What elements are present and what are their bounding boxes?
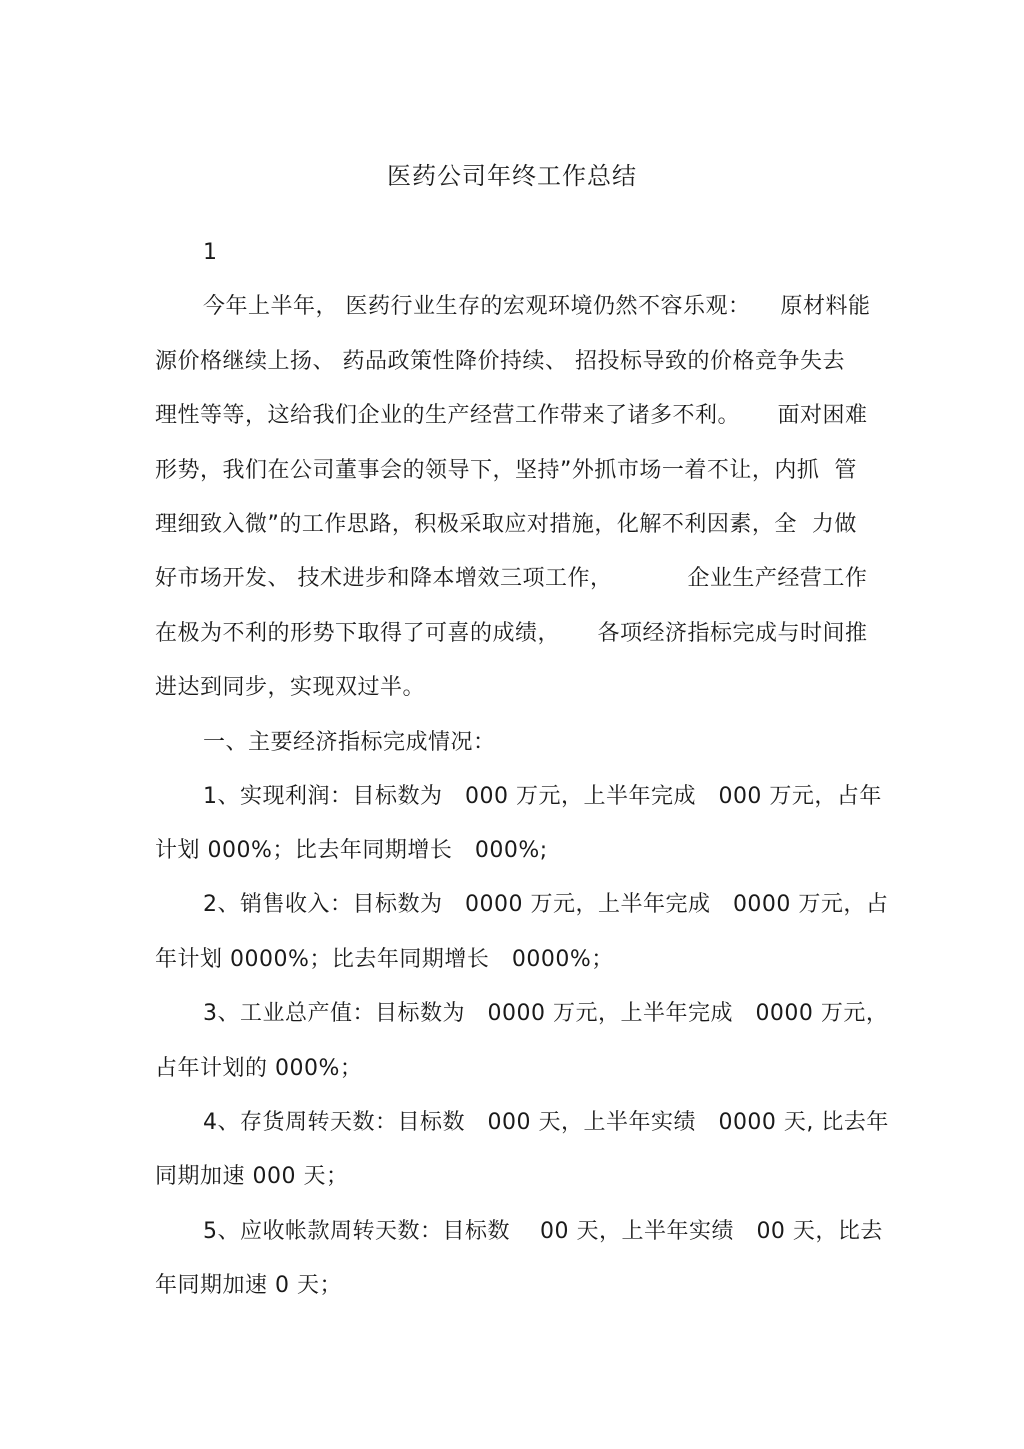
list-item-continuation: 同期加速 000 天； xyxy=(155,1164,349,1189)
section-heading: 一、主要经济指标完成情况： xyxy=(203,730,496,755)
list-item: 1、实现利润：目标数为 000 万元，上半年完成 000 万元，占年 xyxy=(203,784,882,809)
list-item-continuation: 占年计划的 000%； xyxy=(155,1056,363,1081)
list-item: 4、存货周转天数：目标数 000 天，上半年实绩 0000 天, 比去年 xyxy=(203,1110,889,1135)
list-item-continuation: 计划 000%；比去年同期增长 000%; xyxy=(155,838,548,863)
list-item: 5、应收帐款周转天数：目标数 00 天，上半年实绩 00 天，比去 xyxy=(203,1219,883,1244)
paragraph-line: 形势，我们在公司董事会的领导下，坚持”外抓市场一着不让，内抓 管 xyxy=(155,458,857,483)
paragraph-line: 理细致入微”的工作思路，积极采取应对措施，化解不利因素，全 力做 xyxy=(155,512,857,537)
list-item-continuation: 年同期加速 0 天； xyxy=(155,1273,342,1298)
document-title: 医药公司年终工作总结 xyxy=(387,162,637,190)
paragraph-line: 在极为不利的形势下取得了可喜的成绩， 各项经济指标完成与时间推 xyxy=(155,621,868,646)
list-item: 3、工业总产值：目标数为 0000 万元，上半年完成 0000 万元， xyxy=(203,1001,889,1026)
paragraph-line: 理性等等，这给我们企业的生产经营工作带来了诸多不利。 面对困难 xyxy=(155,403,868,428)
paragraph-line: 源价格继续上扬、 药品政策性降价持续、 招投标导致的价格竞争失去 xyxy=(155,349,845,374)
list-item-continuation: 年计划 0000%；比去年同期增长 0000%； xyxy=(155,947,614,972)
paragraph-line: 好市场开发、 技术进步和降本增效三项工作， 企业生产经营工作 xyxy=(155,566,868,591)
paragraph-line: 进达到同步，实现双过半。 xyxy=(155,675,426,700)
list-item: 2、销售收入：目标数为 0000 万元，上半年完成 0000 万元，占 xyxy=(203,892,889,917)
paragraph-line: 今年上半年， 医药行业生存的宏观环境仍然不容乐观： 原材料能 xyxy=(203,294,871,319)
section-number: 1 xyxy=(203,240,218,265)
